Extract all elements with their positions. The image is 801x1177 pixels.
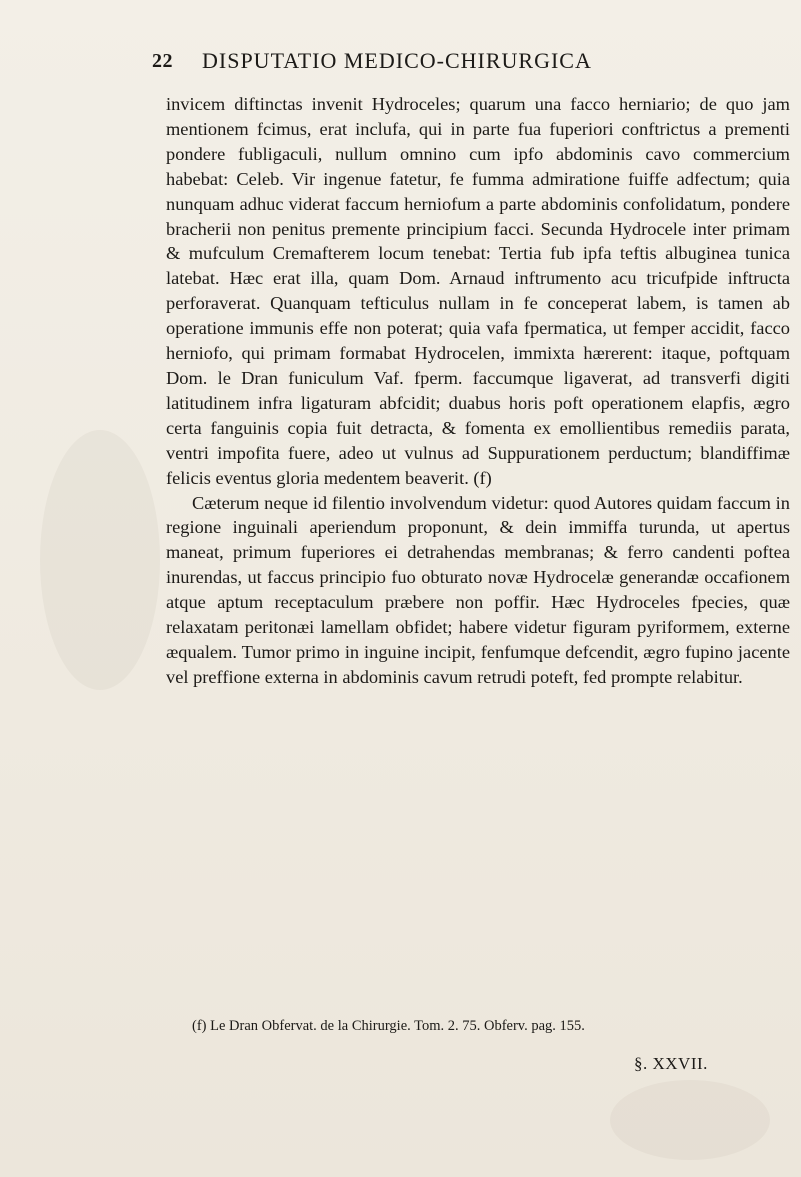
catchword: §. XXVII.	[634, 1054, 708, 1073]
paragraph: Cæterum neque id filentio involvendum videtur: quod Autores quidam faccum in regione inguinali aperiendum proponunt, & dein immiffa turunda, ut apertus maneat, primum fuperiores ei detrahendas membranas; & ferro candenti poftea inurendas, ut faccus principio fuo obturato novæ Hydrocelæ generandæ occafionem atque aptum receptaculum præbere non poffir. Hæc Hydroceles fpecies, quæ relaxatam peritonæi lamellam obfidet; habere videtur figuram pyriformem, externe æqualem. Tumor primo in inguine incipit, fenfumque defcendit, ægro fupino jacente vel preffione externa in abdominis cavum retrudi poteft, fed prompte relabitur.	[166, 492, 790, 687]
paper-stain	[40, 430, 160, 690]
page-number: 22	[152, 50, 173, 72]
footnote: (f) Le Dran Obfervat. de la Chirurgie. Tom. 2. 75. Obferv. pag. 155.	[192, 1018, 585, 1034]
running-head	[152, 44, 712, 80]
paper-stain	[610, 1080, 770, 1160]
running-title: DISPUTATIO MEDICO-CHIRURGICA	[202, 48, 592, 73]
body-text	[166, 92, 790, 690]
paragraph: invicem diftinctas invenit Hydroceles; quarum una facco herniario; de quo jam mentionem fcimus, erat inclufa, qui in parte fua fuperiori conftrictus a prementi pondere fubligaculi, nullum omnino cum ipfo abdominis cavo commercium habebat: Celeb. Vir ingenue fatetur, fe fumma admiratione fuiffe adfectum; quia nunquam adhuc viderat faccum herniofum a parte abdominis confolidatum, pondere bracherii non penitus premente principium facci. Secunda Hydrocele inter primam & mufculum Cremafterem locum tenebat: Tertia fub ipfa teftis albuginea tunica latebat. Hæc erat illa, quam Dom. Arnaud inftrumento acu tricufpide inftructa perforaverat. Quanquam tefticulus nullam in fe conceperat labem, is tamen ab operatione immunis effe non poterat; quia vafa fpermatica, ut femper accidit, facco herniofo, qui primam formabat Hydrocelen, immixta hærerent: itaque, poftquam Dom. le Dran funiculum Vaf. fperm. faccumque ligaverat, ad transverfi digiti latitudinem infra ligaturam abfcidit; duabus horis poft operationem elapfis, ægro certa fanguinis copia fuit detracta, & fomenta ex emollientibus remediis parata, ventri impofita fuere, adeo ut vulnus ad Suppurationem perductum; blandiffimæ felicis eventus gloria medentem beaverit. (f)	[166, 94, 790, 488]
